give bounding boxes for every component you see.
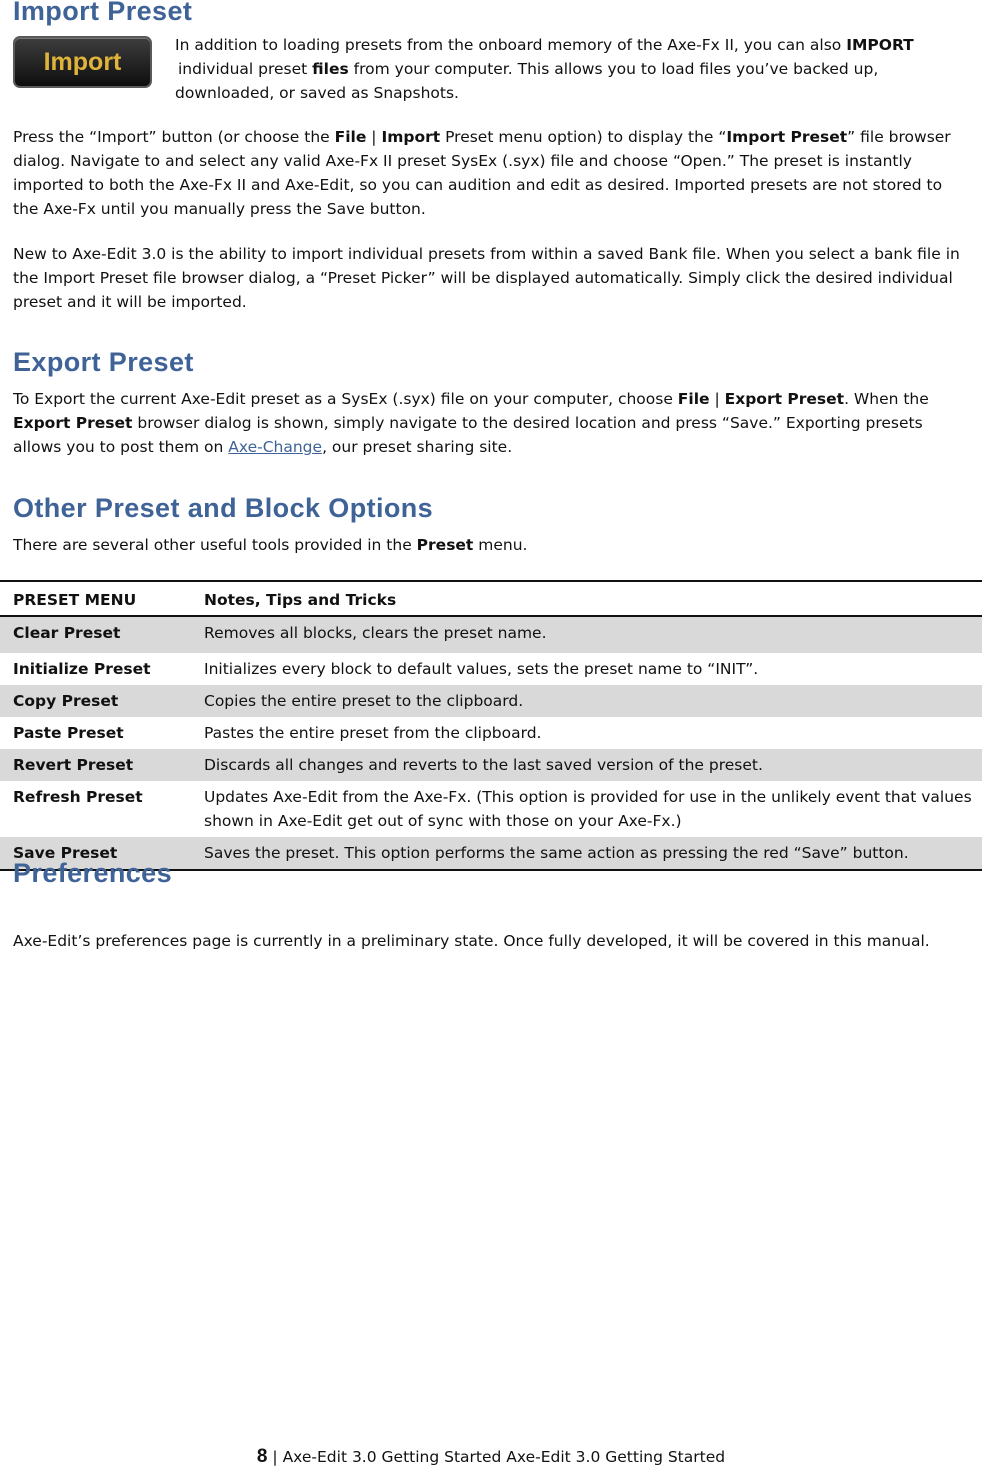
table-header-row	[0, 581, 982, 616]
row-name: Refresh Preset	[13, 788, 143, 806]
row-name: Paste Preset	[13, 724, 124, 742]
preferences-paragraph: Axe-Edit’s preferences page is currently in a preliminary state. Once fully developed, it will be covered in this manual.	[13, 932, 930, 950]
options-paragraph: There are several other useful tools provided in the Preset menu.	[13, 536, 528, 554]
table-row	[0, 616, 982, 653]
table-row	[0, 781, 982, 837]
row-note: Copies the entire preset to the clipboard.	[191, 685, 982, 717]
export-preset-heading: Export Preset	[13, 347, 194, 377]
table-row	[0, 685, 982, 717]
row-name: Save Preset	[0, 837, 191, 870]
preferences-heading: Preferences	[13, 858, 173, 888]
page-footer: 8 | Axe-Edit 3.0 Getting Started Axe-Edit 3.0 Getting Started	[256, 1446, 726, 1467]
table-row	[0, 653, 982, 685]
footer-text: Axe-Edit 3.0 Getting Started Axe-Edit 3.0 Getting Started	[282, 1448, 726, 1466]
row-name: Copy Preset	[0, 685, 191, 717]
bank-import-paragraph: New to Axe-Edit 3.0 is the ability to import individual presets from within a saved Bank file. When you select a bank file in the Import Preset file browser dialog, a “Preset Picker” will be displayed automatically. Simply click the desired individual preset and it will be imported.	[13, 245, 960, 311]
row-note: Updates Axe-Edit from the Axe-Fx. (This option is provided for use in the unlikely event that values shown in Axe-Edit get out of sync with those on your Axe-Fx.)	[204, 788, 972, 830]
table-row	[0, 717, 982, 749]
preset-menu-table	[0, 580, 982, 871]
page-number: 8	[256, 1446, 268, 1467]
import-instructions-paragraph: Press the “Import” button (or choose the File | Import Preset menu option) to display the “Import Preset” file browser dialog. Navigate to and select any valid Axe-Fx II preset SysEx (.syx) file and choose “Open.” The preset is instantly imported to both the Axe-Fx II and Axe-Edit, so you can audition and edit as desired. Imported presets are not stored to the Axe-Fx until you manually press the Save button.	[13, 128, 951, 218]
row-note: Discards all changes and reverts to the last saved version of the preset.	[191, 749, 982, 781]
options-heading: Other Preset and Block Options	[13, 493, 434, 523]
row-note: Pastes the entire preset from the clipboard.	[204, 724, 542, 742]
export-paragraph: To Export the current Axe-Edit preset as a SysEx (.syx) file on your computer, choose File | Export Preset. When the Export Preset browser dialog is shown, simply navigate to the desired location and press “Save.” Exporting presets allows you to post them on Axe-Change, our preset sharing site.	[13, 390, 929, 456]
table-row	[0, 749, 982, 781]
row-name: Clear Preset	[0, 616, 191, 653]
row-note: Saves the preset. This option performs the same action as pressing the red “Save” button.	[191, 837, 982, 870]
column-header-preset-menu: PRESET MENU	[0, 581, 191, 616]
row-note: Initializes every block to default values, sets the preset name to “INIT”.	[204, 660, 759, 678]
import-preset-heading: Import Preset	[13, 0, 193, 26]
row-name: Initialize Preset	[13, 660, 151, 678]
import-intro-paragraph: In addition to loading presets from the onboard memory of the Axe-Fx II, you can also IMPORT individual preset files from your computer. This allows you to load files you’ve backed up, downloaded, or saved as Snapshots.	[175, 36, 914, 102]
axe-change-link[interactable]: Axe-Change	[228, 438, 323, 456]
row-note: Removes all blocks, clears the preset name.	[191, 616, 982, 653]
row-name: Revert Preset	[0, 749, 191, 781]
column-header-notes: Notes, Tips and Tricks	[191, 581, 982, 616]
import-button[interactable]: Import	[13, 36, 152, 88]
